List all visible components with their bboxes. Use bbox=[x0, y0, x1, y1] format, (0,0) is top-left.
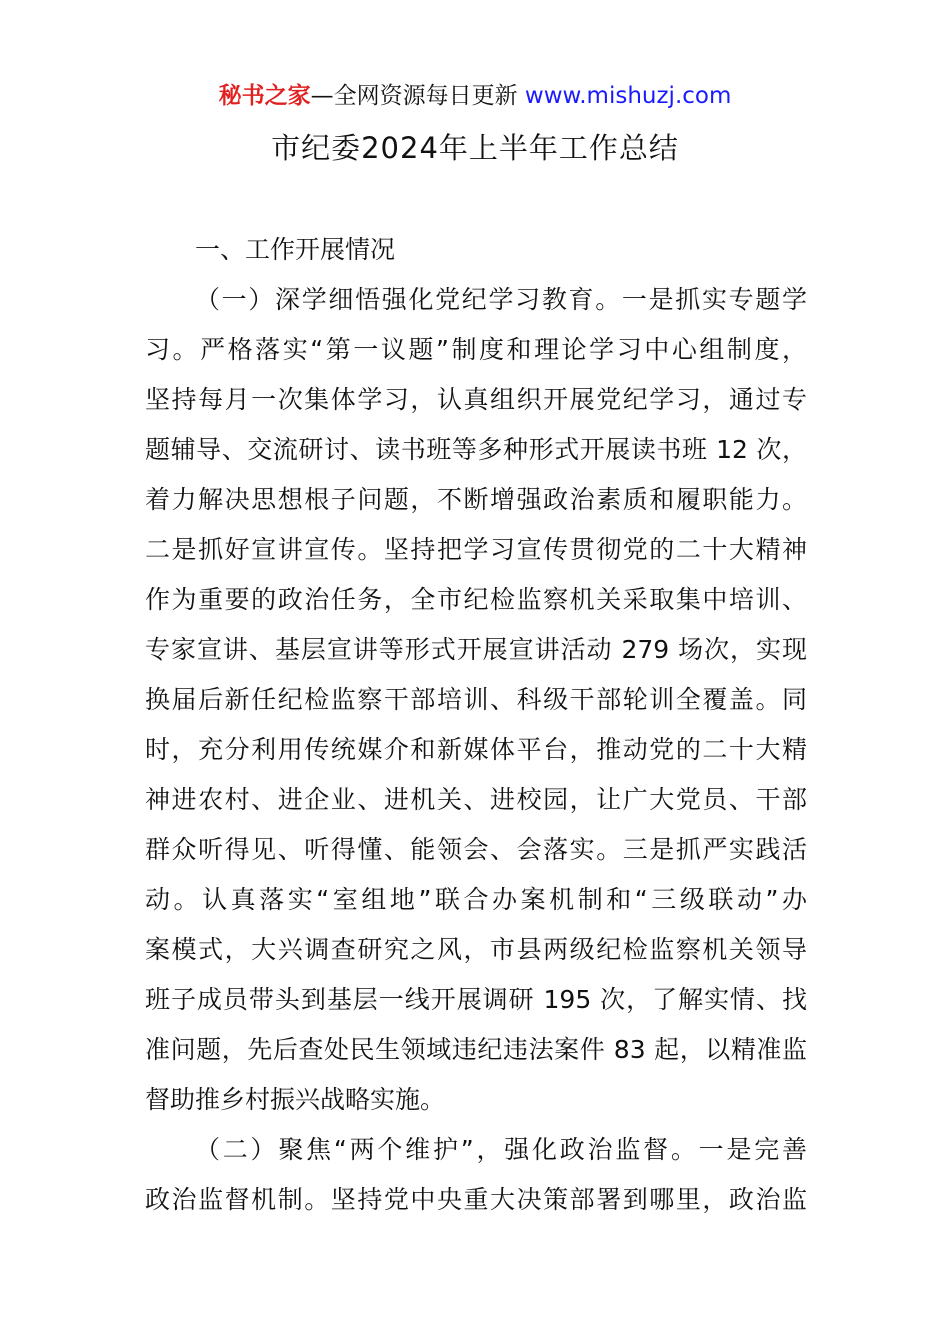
body-line: 时，充分利用传统媒介和新媒体平台，推动党的二十大精 bbox=[145, 735, 807, 764]
body-line: 神进农村、进企业、进机关、进校园，让广大党员、干部 bbox=[145, 785, 807, 814]
body-line: 政治监督机制。坚持党中央重大决策部署到哪里，政治监 bbox=[145, 1185, 807, 1214]
section-heading: 一、工作开展情况 bbox=[195, 235, 396, 264]
body-line: 作为重要的政治任务，全市纪检监察机关采取集中培训、 bbox=[145, 585, 807, 614]
body-line: 题辅导、交流研讨、读书班等多种形式开展读书班 12 次， bbox=[145, 435, 807, 464]
body-line: 二是抓好宣讲宣传。坚持把学习宣传贯彻党的二十大精神 bbox=[145, 535, 807, 564]
body-line: 群众听得见、听得懂、能领会、会落实。三是抓严实践活 bbox=[145, 835, 807, 864]
body-line: （二）聚焦“两个维护”，强化政治监督。一是完善 bbox=[195, 1135, 807, 1164]
brand-name: 秘书之家 bbox=[218, 83, 311, 109]
document-body bbox=[145, 225, 807, 1225]
body-line: 坚持每月一次集体学习，认真组织开展党纪学习，通过专 bbox=[145, 385, 807, 414]
body-line: 案模式，大兴调查研究之风，市县两级纪检监察机关领导 bbox=[145, 935, 807, 964]
site-banner bbox=[0, 80, 950, 112]
body-line: 动。认真落实“室组地”联合办案机制和“三级联动”办 bbox=[145, 885, 807, 914]
body-line: 换届后新任纪检监察干部培训、科级干部轮训全覆盖。同 bbox=[145, 685, 807, 714]
body-line: 准问题，先后查处民生领域违纪违法案件 83 起，以精准监 bbox=[145, 1035, 807, 1064]
body-line: 着力解决思想根子问题，不断增强政治素质和履职能力。 bbox=[145, 485, 807, 514]
document-title: 市纪委2024年上半年工作总结 bbox=[271, 131, 679, 165]
body-line: 专家宣讲、基层宣讲等形式开展宣讲活动 279 场次，实现 bbox=[145, 635, 807, 664]
banner-tagline: —全网资源每日更新 bbox=[310, 83, 518, 109]
body-line: 班子成员带头到基层一线开展调研 195 次，了解实情、找 bbox=[145, 985, 807, 1014]
body-line: （一）深学细悟强化党纪学习教育。一是抓实专题学 bbox=[195, 285, 807, 314]
body-line: 习。严格落实“第一议题”制度和理论学习中心组制度， bbox=[145, 335, 807, 364]
body-line: 督助推乡村振兴战略实施。 bbox=[145, 1085, 446, 1114]
site-url-link[interactable]: www.mishuzj.com bbox=[517, 83, 732, 109]
